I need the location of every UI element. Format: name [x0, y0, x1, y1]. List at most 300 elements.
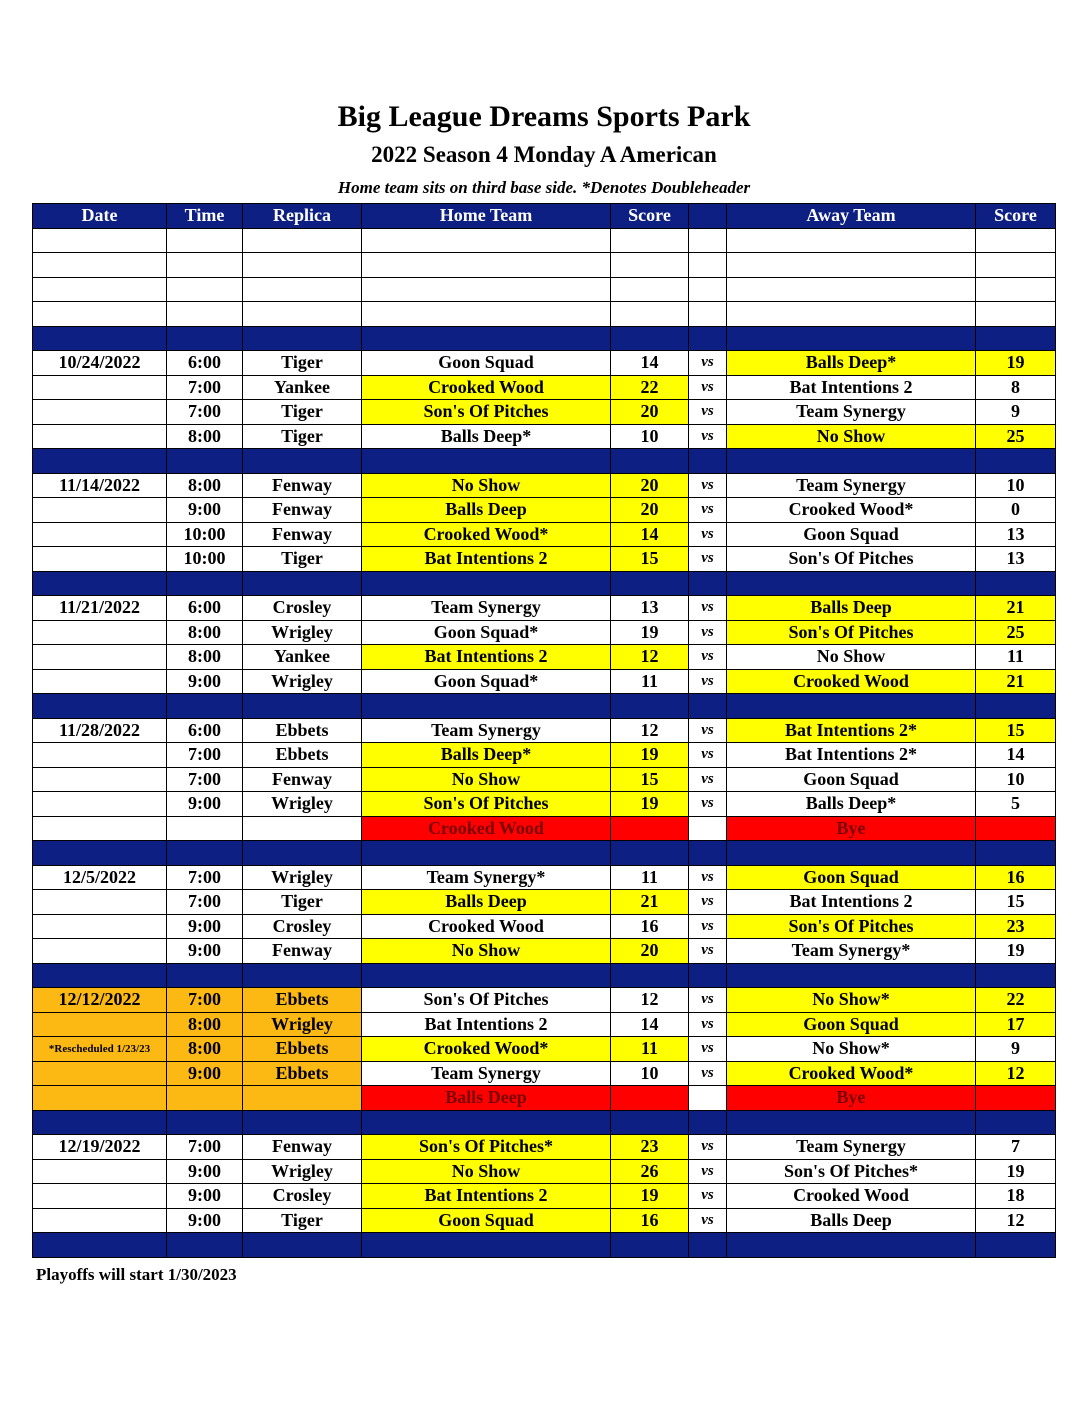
- replica-cell: Tiger: [243, 1208, 362, 1233]
- replica-cell: Fenway: [243, 1135, 362, 1160]
- home-score-cell: 12: [611, 988, 689, 1013]
- home-score-cell: 21: [611, 890, 689, 915]
- time-cell: 7:00: [167, 865, 243, 890]
- blank-row: [33, 253, 1056, 278]
- home-score-cell: 12: [611, 645, 689, 670]
- time-cell: 8:00: [167, 1012, 243, 1037]
- home-team-cell: Team Synergy*: [362, 865, 611, 890]
- separator-cell: [362, 571, 611, 596]
- vs-cell: vs: [689, 547, 727, 572]
- replica-cell: Ebbets: [243, 1061, 362, 1086]
- game-row: [33, 865, 1056, 890]
- away-score-cell: 12: [976, 1208, 1056, 1233]
- home-team-cell: Son's Of Pitches: [362, 792, 611, 817]
- away-score-cell: 8: [976, 375, 1056, 400]
- home-team-cell: No Show: [362, 939, 611, 964]
- separator-cell: [243, 963, 362, 988]
- blank-cell: [362, 228, 611, 253]
- home-score-cell: 15: [611, 767, 689, 792]
- date-cell: 12/5/2022: [33, 865, 167, 890]
- separator-cell: [243, 694, 362, 719]
- time-cell: 9:00: [167, 792, 243, 817]
- replica-cell: Crosley: [243, 596, 362, 621]
- date-cell: [33, 620, 167, 645]
- col-header-home-score: Score: [611, 204, 689, 229]
- vs-cell: vs: [689, 1061, 727, 1086]
- home-team-cell: Team Synergy: [362, 1061, 611, 1086]
- time-cell: 7:00: [167, 375, 243, 400]
- home-team-cell: Balls Deep*: [362, 424, 611, 449]
- home-team-cell: Team Synergy: [362, 596, 611, 621]
- vs-cell: vs: [689, 522, 727, 547]
- replica-cell: Fenway: [243, 939, 362, 964]
- game-row: [33, 1012, 1056, 1037]
- away-team-cell: Team Synergy*: [727, 939, 976, 964]
- bye-team-cell: Balls Deep: [362, 1086, 611, 1111]
- game-row: [33, 1184, 1056, 1209]
- replica-cell: Wrigley: [243, 865, 362, 890]
- col-header-away-score: Score: [976, 204, 1056, 229]
- separator-cell: [167, 571, 243, 596]
- blank-cell: [33, 228, 167, 253]
- away-team-cell: Crooked Wood: [727, 1184, 976, 1209]
- separator-cell: [611, 449, 689, 474]
- separator-cell: [33, 694, 167, 719]
- away-team-cell: Balls Deep: [727, 1208, 976, 1233]
- separator-cell: [167, 1233, 243, 1258]
- replica-cell: Tiger: [243, 547, 362, 572]
- separator-cell: [33, 963, 167, 988]
- game-row: [33, 939, 1056, 964]
- date-cell: [33, 914, 167, 939]
- game-row: [33, 498, 1056, 523]
- vs-cell: vs: [689, 375, 727, 400]
- vs-cell: [689, 1086, 727, 1111]
- away-score-cell: 12: [976, 1061, 1056, 1086]
- separator-cell: [689, 1233, 727, 1258]
- vs-cell: vs: [689, 669, 727, 694]
- vs-cell: vs: [689, 1159, 727, 1184]
- time-cell: 10:00: [167, 522, 243, 547]
- away-team-cell: Balls Deep*: [727, 792, 976, 817]
- away-team-cell: Balls Deep: [727, 596, 976, 621]
- date-cell: [33, 498, 167, 523]
- separator-cell: [167, 1110, 243, 1135]
- blank-cell: [689, 277, 727, 302]
- home-team-cell: Crooked Wood: [362, 375, 611, 400]
- vs-cell: vs: [689, 351, 727, 376]
- replica-cell: Fenway: [243, 767, 362, 792]
- separator-cell: [167, 694, 243, 719]
- away-team-cell: No Show: [727, 645, 976, 670]
- game-row: [33, 620, 1056, 645]
- away-team-cell: Bat Intentions 2: [727, 890, 976, 915]
- away-score-cell: 19: [976, 351, 1056, 376]
- away-score-cell: 9: [976, 400, 1056, 425]
- separator-cell: [976, 571, 1056, 596]
- separator-cell: [362, 963, 611, 988]
- replica-cell: Fenway: [243, 473, 362, 498]
- separator-cell: [362, 1233, 611, 1258]
- date-cell: [33, 1061, 167, 1086]
- away-score-cell: 5: [976, 792, 1056, 817]
- col-header-away-team: Away Team: [727, 204, 976, 229]
- separator-cell: [689, 694, 727, 719]
- away-score-cell: 11: [976, 645, 1056, 670]
- home-score-cell: 16: [611, 914, 689, 939]
- away-team-cell: Bat Intentions 2*: [727, 718, 976, 743]
- game-row: [33, 890, 1056, 915]
- time-cell: 9:00: [167, 914, 243, 939]
- blank-cell: [727, 302, 976, 327]
- time-cell: [167, 816, 243, 841]
- separator-cell: [611, 1110, 689, 1135]
- home-team-cell: Son's Of Pitches: [362, 988, 611, 1013]
- home-team-cell: Goon Squad: [362, 351, 611, 376]
- blank-cell: [362, 253, 611, 278]
- separator-row: [33, 449, 1056, 474]
- replica-cell: Crosley: [243, 914, 362, 939]
- date-cell: [33, 400, 167, 425]
- col-header-time: Time: [167, 204, 243, 229]
- home-score-cell: 11: [611, 1037, 689, 1062]
- separator-cell: [167, 963, 243, 988]
- home-score-cell: 26: [611, 1159, 689, 1184]
- away-team-cell: Bat Intentions 2: [727, 375, 976, 400]
- separator-cell: [727, 1233, 976, 1258]
- time-cell: 9:00: [167, 1061, 243, 1086]
- time-cell: 8:00: [167, 473, 243, 498]
- blank-cell: [976, 228, 1056, 253]
- time-cell: [167, 1086, 243, 1111]
- away-score-cell: 22: [976, 988, 1056, 1013]
- home-team-cell: Bat Intentions 2: [362, 1184, 611, 1209]
- bye-score-cell: [976, 1086, 1056, 1111]
- date-cell: [33, 1159, 167, 1184]
- blank-cell: [976, 277, 1056, 302]
- replica-cell: Tiger: [243, 890, 362, 915]
- vs-cell: vs: [689, 939, 727, 964]
- separator-cell: [362, 449, 611, 474]
- game-row: [33, 596, 1056, 621]
- away-team-cell: Son's Of Pitches: [727, 620, 976, 645]
- time-cell: 8:00: [167, 620, 243, 645]
- separator-cell: [976, 841, 1056, 866]
- date-cell: [33, 792, 167, 817]
- vs-cell: vs: [689, 473, 727, 498]
- vs-cell: vs: [689, 424, 727, 449]
- away-score-cell: 21: [976, 669, 1056, 694]
- replica-cell: Yankee: [243, 645, 362, 670]
- blank-cell: [976, 253, 1056, 278]
- blank-cell: [611, 302, 689, 327]
- vs-cell: vs: [689, 767, 727, 792]
- replica-cell: Yankee: [243, 375, 362, 400]
- separator-cell: [976, 326, 1056, 351]
- bye-row: [33, 816, 1056, 841]
- separator-cell: [611, 694, 689, 719]
- away-score-cell: 14: [976, 743, 1056, 768]
- home-team-cell: No Show: [362, 1159, 611, 1184]
- away-score-cell: 25: [976, 424, 1056, 449]
- blank-cell: [611, 253, 689, 278]
- date-cell: 12/12/2022: [33, 988, 167, 1013]
- away-team-cell: Balls Deep*: [727, 351, 976, 376]
- col-header-replica: Replica: [243, 204, 362, 229]
- game-row: [33, 1135, 1056, 1160]
- away-team-cell: Team Synergy: [727, 1135, 976, 1160]
- home-team-cell: Crooked Wood*: [362, 522, 611, 547]
- separator-cell: [727, 1110, 976, 1135]
- away-team-cell: Goon Squad: [727, 522, 976, 547]
- date-cell: [33, 1086, 167, 1111]
- game-row: [33, 1159, 1056, 1184]
- away-score-cell: 25: [976, 620, 1056, 645]
- home-score-cell: 15: [611, 547, 689, 572]
- blank-cell: [33, 277, 167, 302]
- col-header-vs: [689, 204, 727, 229]
- away-score-cell: 15: [976, 718, 1056, 743]
- date-cell: 11/21/2022: [33, 596, 167, 621]
- home-team-cell: Balls Deep*: [362, 743, 611, 768]
- away-score-cell: 21: [976, 596, 1056, 621]
- date-cell: [33, 547, 167, 572]
- home-score-cell: 14: [611, 1012, 689, 1037]
- home-team-cell: Balls Deep: [362, 498, 611, 523]
- date-cell: 12/19/2022: [33, 1135, 167, 1160]
- blank-cell: [167, 277, 243, 302]
- game-row: [33, 767, 1056, 792]
- replica-cell: [243, 1086, 362, 1111]
- separator-cell: [727, 963, 976, 988]
- bye-label-cell: Bye: [727, 816, 976, 841]
- replica-cell: Wrigley: [243, 1012, 362, 1037]
- replica-cell: Wrigley: [243, 792, 362, 817]
- time-cell: 9:00: [167, 1184, 243, 1209]
- blank-cell: [167, 253, 243, 278]
- separator-cell: [243, 1110, 362, 1135]
- time-cell: 9:00: [167, 1159, 243, 1184]
- separator-cell: [33, 326, 167, 351]
- date-cell: [33, 1184, 167, 1209]
- separator-cell: [727, 694, 976, 719]
- blank-cell: [33, 253, 167, 278]
- home-score-cell: 20: [611, 939, 689, 964]
- page-title: Big League Dreams Sports Park: [337, 100, 751, 133]
- home-team-cell: Crooked Wood*: [362, 1037, 611, 1062]
- date-cell: 11/14/2022: [33, 473, 167, 498]
- blank-cell: [727, 228, 976, 253]
- time-cell: 7:00: [167, 988, 243, 1013]
- home-team-cell: No Show: [362, 767, 611, 792]
- vs-cell: vs: [689, 620, 727, 645]
- bye-score-cell: [611, 816, 689, 841]
- game-row: [33, 669, 1056, 694]
- separator-cell: [689, 571, 727, 596]
- blank-cell: [976, 302, 1056, 327]
- separator-cell: [727, 326, 976, 351]
- blank-cell: [611, 228, 689, 253]
- blank-cell: [243, 277, 362, 302]
- away-team-cell: Crooked Wood*: [727, 498, 976, 523]
- separator-cell: [167, 841, 243, 866]
- separator-row: [33, 694, 1056, 719]
- vs-cell: vs: [689, 743, 727, 768]
- time-cell: 9:00: [167, 669, 243, 694]
- home-score-cell: 19: [611, 743, 689, 768]
- bye-team-cell: Crooked Wood: [362, 816, 611, 841]
- separator-row: [33, 963, 1056, 988]
- separator-cell: [611, 571, 689, 596]
- separator-cell: [243, 1233, 362, 1258]
- home-score-cell: 22: [611, 375, 689, 400]
- blank-cell: [167, 302, 243, 327]
- time-cell: 7:00: [167, 400, 243, 425]
- replica-cell: [243, 816, 362, 841]
- away-score-cell: 13: [976, 547, 1056, 572]
- vs-cell: vs: [689, 1184, 727, 1209]
- home-score-cell: 10: [611, 424, 689, 449]
- vs-cell: vs: [689, 1012, 727, 1037]
- time-cell: 6:00: [167, 718, 243, 743]
- home-team-cell: Team Synergy: [362, 718, 611, 743]
- game-row: [33, 645, 1056, 670]
- away-score-cell: 23: [976, 914, 1056, 939]
- away-team-cell: Goon Squad: [727, 865, 976, 890]
- game-row: [33, 424, 1056, 449]
- date-cell: [33, 1012, 167, 1037]
- away-score-cell: 19: [976, 939, 1056, 964]
- separator-cell: [33, 1110, 167, 1135]
- separator-cell: [611, 1233, 689, 1258]
- separator-row: [33, 1233, 1056, 1258]
- vs-cell: vs: [689, 865, 727, 890]
- away-team-cell: No Show: [727, 424, 976, 449]
- separator-cell: [611, 326, 689, 351]
- away-score-cell: 9: [976, 1037, 1056, 1062]
- time-cell: 7:00: [167, 743, 243, 768]
- blank-cell: [362, 302, 611, 327]
- blank-cell: [727, 253, 976, 278]
- game-row: [33, 473, 1056, 498]
- time-cell: 9:00: [167, 939, 243, 964]
- home-score-cell: 10: [611, 1061, 689, 1086]
- vs-cell: [689, 816, 727, 841]
- away-score-cell: 10: [976, 767, 1056, 792]
- blank-cell: [727, 277, 976, 302]
- blank-cell: [167, 228, 243, 253]
- time-cell: 8:00: [167, 1037, 243, 1062]
- separator-cell: [243, 326, 362, 351]
- separator-cell: [689, 963, 727, 988]
- separator-cell: [33, 449, 167, 474]
- separator-cell: [362, 326, 611, 351]
- home-team-cell: Bat Intentions 2: [362, 1012, 611, 1037]
- home-score-cell: 20: [611, 473, 689, 498]
- separator-cell: [243, 841, 362, 866]
- separator-cell: [362, 841, 611, 866]
- time-cell: 9:00: [167, 498, 243, 523]
- away-score-cell: 0: [976, 498, 1056, 523]
- away-team-cell: Goon Squad: [727, 767, 976, 792]
- home-score-cell: 19: [611, 792, 689, 817]
- away-team-cell: Team Synergy: [727, 400, 976, 425]
- home-score-cell: 19: [611, 1184, 689, 1209]
- home-team-cell: Goon Squad*: [362, 620, 611, 645]
- separator-cell: [976, 449, 1056, 474]
- separator-cell: [611, 841, 689, 866]
- vs-cell: vs: [689, 1135, 727, 1160]
- game-row: [33, 743, 1056, 768]
- away-score-cell: 18: [976, 1184, 1056, 1209]
- date-cell: [33, 424, 167, 449]
- away-team-cell: No Show*: [727, 988, 976, 1013]
- home-score-cell: 19: [611, 620, 689, 645]
- blank-cell: [689, 302, 727, 327]
- date-cell: [33, 1208, 167, 1233]
- away-team-cell: Bat Intentions 2*: [727, 743, 976, 768]
- game-row: [33, 914, 1056, 939]
- away-score-cell: 16: [976, 865, 1056, 890]
- game-row: [33, 351, 1056, 376]
- away-score-cell: 19: [976, 1159, 1056, 1184]
- separator-cell: [611, 963, 689, 988]
- away-team-cell: Team Synergy: [727, 473, 976, 498]
- time-cell: 6:00: [167, 351, 243, 376]
- vs-cell: vs: [689, 1208, 727, 1233]
- home-score-cell: 11: [611, 669, 689, 694]
- away-score-cell: 15: [976, 890, 1056, 915]
- away-team-cell: Goon Squad: [727, 1012, 976, 1037]
- date-cell: [33, 939, 167, 964]
- separator-cell: [689, 841, 727, 866]
- game-row: [33, 718, 1056, 743]
- vs-cell: vs: [689, 988, 727, 1013]
- replica-cell: Tiger: [243, 351, 362, 376]
- replica-cell: Ebbets: [243, 988, 362, 1013]
- away-score-cell: 17: [976, 1012, 1056, 1037]
- home-team-cell: Bat Intentions 2: [362, 547, 611, 572]
- separator-cell: [243, 449, 362, 474]
- time-cell: 7:00: [167, 767, 243, 792]
- away-team-cell: Son's Of Pitches*: [727, 1159, 976, 1184]
- playoffs-note: Playoffs will start 1/30/2023: [36, 1265, 237, 1284]
- separator-cell: [976, 1110, 1056, 1135]
- away-team-cell: Son's Of Pitches: [727, 914, 976, 939]
- separator-cell: [727, 571, 976, 596]
- home-team-cell: Son's Of Pitches*: [362, 1135, 611, 1160]
- game-row: [33, 522, 1056, 547]
- date-cell: [33, 767, 167, 792]
- blank-cell: [689, 253, 727, 278]
- schedule-note: Home team sits on third base side. *Denotes Doubleheader: [337, 178, 751, 197]
- away-score-cell: 10: [976, 473, 1056, 498]
- home-team-cell: Bat Intentions 2: [362, 645, 611, 670]
- game-row: [33, 375, 1056, 400]
- date-cell: 10/24/2022: [33, 351, 167, 376]
- date-cell: [33, 375, 167, 400]
- away-team-cell: Crooked Wood*: [727, 1061, 976, 1086]
- bye-row: [33, 1086, 1056, 1111]
- vs-cell: vs: [689, 1037, 727, 1062]
- separator-cell: [167, 326, 243, 351]
- blank-cell: [243, 228, 362, 253]
- time-cell: 9:00: [167, 1208, 243, 1233]
- blank-cell: [243, 302, 362, 327]
- home-score-cell: 20: [611, 498, 689, 523]
- separator-cell: [243, 571, 362, 596]
- separator-cell: [362, 694, 611, 719]
